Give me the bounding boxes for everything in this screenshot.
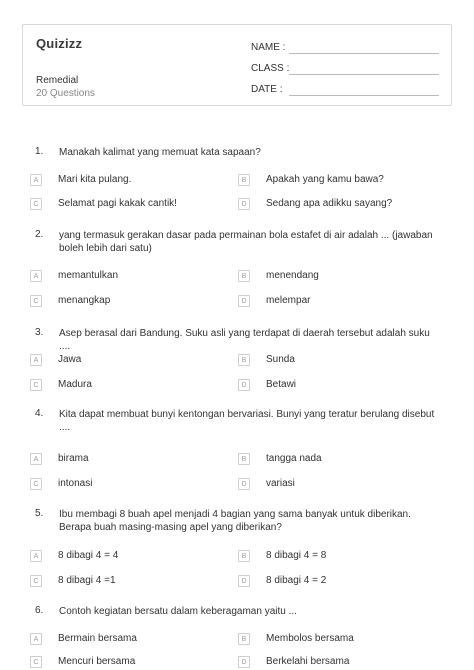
option-text: menangkap [58, 295, 111, 306]
option-text: Membolos bersama [266, 633, 354, 644]
option-letter-box[interactable]: C [30, 198, 42, 210]
option-letter-box[interactable]: D [238, 575, 250, 587]
date-line[interactable] [289, 95, 439, 96]
option-text: 8 dibagi 4 =1 [58, 575, 116, 586]
option-letter-box[interactable]: D [238, 656, 250, 668]
question-number: 6. [35, 605, 44, 616]
option-letter-box[interactable]: D [238, 295, 250, 307]
option-letter-box[interactable]: B [238, 354, 250, 366]
option-letter-box[interactable]: B [238, 453, 250, 465]
option-text: 8 dibagi 4 = 8 [266, 550, 327, 561]
option-text: intonasi [58, 478, 93, 489]
option-text: 8 dibagi 4 = 2 [266, 575, 327, 586]
question-text: Manakah kalimat yang memuat kata sapaan? [59, 147, 261, 158]
option-letter-box[interactable]: D [238, 379, 250, 391]
question-count: 20 Questions [36, 88, 95, 99]
option-letter-box[interactable]: C [30, 478, 42, 490]
option-text: melempar [266, 295, 311, 306]
question-number: 4. [35, 408, 44, 419]
class-field[interactable] [251, 63, 289, 74]
class-label: CLASS : [251, 63, 290, 74]
option-letter-box[interactable]: C [30, 295, 42, 307]
option-text: Betawi [266, 379, 297, 390]
option-letter-box[interactable]: C [30, 575, 42, 587]
option-text: Selamat pagi kakak cantik! [58, 198, 177, 209]
option-text: variasi [266, 478, 295, 489]
option-letter-box[interactable]: A [30, 633, 42, 645]
option-text: 8 dibagi 4 = 4 [58, 550, 119, 561]
option-text: birama [58, 453, 89, 464]
option-text: Mari kita pulang. [58, 174, 132, 185]
option-letter-box[interactable]: A [30, 550, 42, 562]
option-letter-box[interactable]: B [238, 270, 250, 282]
option-text: Madura [58, 379, 92, 390]
option-letter-box[interactable]: B [238, 174, 250, 186]
question-number: 2. [35, 229, 44, 240]
option-text: Berkelahi bersama [266, 656, 350, 667]
name-label: NAME : [251, 42, 286, 53]
option-letter-box[interactable]: C [30, 656, 42, 668]
option-letter-box[interactable]: D [238, 198, 250, 210]
name-line[interactable] [289, 53, 439, 54]
question-text: Kita dapat membuat bunyi kentongan bervariasi. Bunyi yang teratur berulang disebut .... [59, 409, 435, 433]
worksheet-title: Remedial [36, 75, 79, 86]
date-field[interactable] [251, 84, 282, 95]
option-text: Sedang apa adikku sayang? [266, 198, 393, 209]
option-text: Sunda [266, 354, 295, 365]
question-text: yang termasuk gerakan dasar pada permainan bola estafet di air adalah ... (jawaban boleh lebih dari satu) [59, 230, 433, 254]
option-text: Mencuri bersama [58, 656, 136, 667]
option-letter-box[interactable]: B [238, 550, 250, 562]
question-number: 1. [35, 146, 44, 157]
option-text: Bermain bersama [58, 633, 137, 644]
worksheet-header [22, 24, 452, 106]
option-text: Jawa [58, 354, 82, 365]
option-text: memantulkan [58, 270, 119, 281]
question-number: 5. [35, 508, 44, 519]
question-text: Ibu membagi 8 buah apel menjadi 4 bagian yang sama banyak untuk diberikan. Berapa buah masing-masing apel yang diberikan? [59, 509, 411, 533]
option-letter-box[interactable]: A [30, 174, 42, 186]
option-text: Apakah yang kamu bawa? [266, 174, 384, 185]
name-field[interactable] [251, 42, 285, 53]
question-number: 3. [35, 327, 44, 338]
option-letter-box[interactable]: C [30, 379, 42, 391]
question-text: Contoh kegiatan bersatu dalam keberagaman yaitu ... [59, 606, 297, 617]
quizizz-logo: Quizizz [36, 36, 83, 51]
date-label: DATE : [251, 84, 283, 95]
option-letter-box[interactable]: B [238, 633, 250, 645]
option-text: tangga nada [266, 453, 322, 464]
class-line[interactable] [289, 74, 439, 75]
option-text: menendang [266, 270, 319, 281]
question-text: Asep berasal dari Bandung. Suku asli yang terdapat di daerah tersebut adalah suku .... [59, 328, 430, 352]
option-letter-box[interactable]: D [238, 478, 250, 490]
option-letter-box[interactable]: A [30, 354, 42, 366]
option-letter-box[interactable]: A [30, 270, 42, 282]
option-letter-box[interactable]: A [30, 453, 42, 465]
